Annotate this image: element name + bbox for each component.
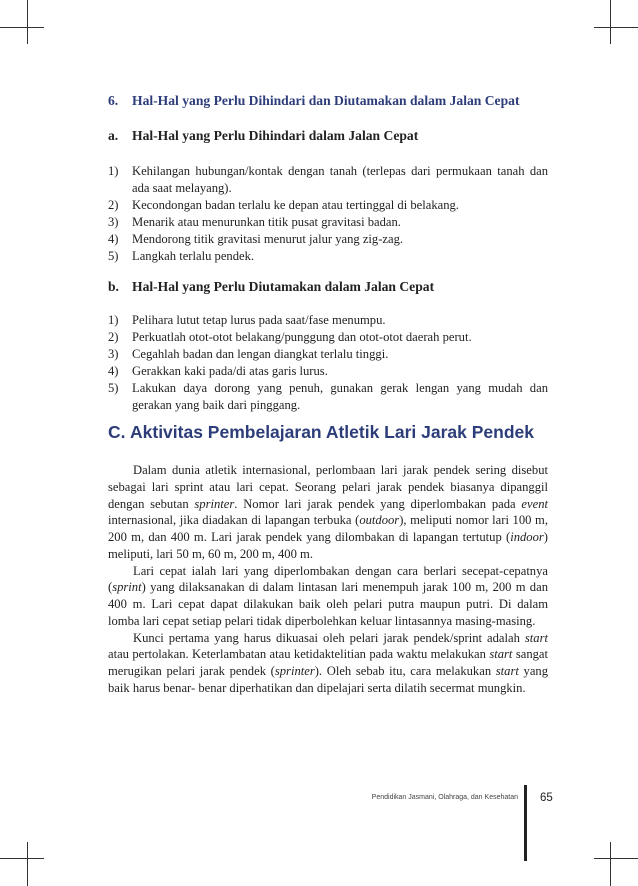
list-number: 4): [108, 364, 119, 378]
list-number: 1): [108, 313, 119, 327]
heading-number: 6.: [108, 93, 119, 108]
crop-mark: [0, 858, 44, 859]
list-text: Kecondongan badan terlalu ke depan atau tertinggal di belakang.: [132, 198, 459, 212]
list-item: [108, 363, 548, 380]
priority-list: [108, 312, 548, 414]
list-text: Mendorong titik gravitasi menurut jalur yang zig-zag.: [132, 232, 404, 246]
subsection-a-heading: [108, 128, 418, 144]
subsection-a-label: a.: [108, 128, 119, 143]
section-c-heading: [108, 422, 534, 443]
crop-mark: [594, 858, 638, 859]
crop-mark: [610, 0, 611, 44]
list-item: [108, 346, 548, 363]
page-number: 65: [540, 792, 553, 804]
section-heading: [108, 93, 548, 109]
list-number: 5): [108, 381, 119, 395]
list-item: [108, 231, 548, 248]
heading-title: Hal-Hal yang Perlu Dihindari dan Diutamakan dalam Jalan Cepat: [132, 93, 520, 108]
list-item: [108, 329, 548, 346]
page-number-divider: [524, 785, 527, 861]
body-text: [108, 462, 548, 697]
crop-mark: [594, 27, 638, 28]
list-text: Lakukan daya dorong yang penuh, gunakan gerak lengan yang mudah dan gerakan yang baik dari pinggang.: [132, 381, 548, 412]
subsection-b-label: b.: [108, 279, 119, 294]
list-item: [108, 248, 548, 265]
crop-mark: [0, 27, 44, 28]
list-text: Gerakkan kaki pada/di atas garis lurus.: [132, 364, 328, 378]
subsection-b-title: Hal-Hal yang Perlu Diutamakan dalam Jalan Cepat: [132, 279, 435, 294]
list-number: 3): [108, 215, 119, 229]
list-item: [108, 312, 548, 329]
list-text: Menarik atau menurunkan titik pusat gravitasi badan.: [132, 215, 401, 229]
paragraph: Kunci pertama yang harus dikuasai oleh pelari jarak pendek/sprint adalah start atau pertolakan. Keterlambatan atau ketidaktelitian pada waktu melakukan start sangat merugikan pelari jarak pendek (sprinter). Oleh sebab itu, cara melakukan start yang baik harus benar- benar diperhatikan dan dipelajari serta dilatih secermat mungkin.: [108, 630, 548, 695]
list-item: [108, 214, 548, 231]
paragraph: Lari cepat ialah lari yang diperlombakan dengan cara berlari secepat-cepatnya (sprint) yang dilaksanakan di dalam lintasan lari menempuh jarak 100 m, 200 m dan 400 m. Lari cepat dapat dilakukan baik oleh pelari putra maupun putri. Di dalam lomba lari cepat setiap pelari tidak diperbolehkan keluar lintasannya masing-masing.: [108, 563, 548, 628]
subsection-a-title: Hal-Hal yang Perlu Dihindari dalam Jalan Cepat: [132, 128, 419, 143]
list-number: 2): [108, 330, 119, 344]
list-number: 4): [108, 232, 119, 246]
section-c-title: Aktivitas Pembelajaran Atletik Lari Jarak Pendek: [130, 422, 534, 442]
list-item: [108, 380, 548, 414]
crop-mark: [27, 0, 28, 44]
list-text: Langkah terlalu pendek.: [132, 249, 255, 263]
subsection-b-heading: [108, 279, 434, 295]
crop-mark: [27, 842, 28, 886]
paragraph: Dalam dunia atletik internasional, perlombaan lari jarak pendek sering disebut sebagai lari sprint atau lari cepat. Seorang pelari jarak pendek biasanya dipanggil dengan sebutan sprinter. Nomor lari jarak pendek yang diperlombakan pada event internasional, jika diadakan di lapangan terbuka (outdoor), meliputi nomor lari 100 m, 200 m, dan 400 m. Lari jarak pendek yang dilombakan di lapangan tertutup (indoor) meliputi, lari 50 m, 60 m, 200 m, 400 m.: [108, 463, 548, 561]
list-number: 2): [108, 198, 119, 212]
crop-mark: [610, 842, 611, 886]
section-c-label: C.: [108, 422, 126, 442]
list-number: 1): [108, 164, 119, 178]
list-number: 3): [108, 347, 119, 361]
list-text: Pelihara lutut tetap lurus pada saat/fase menumpu.: [132, 313, 386, 327]
footer-book-title: Pendidikan Jasmani, Olahraga, dan Kesehatan: [371, 794, 518, 801]
list-text: Cegahlah badan dan lengan diangkat terlalu tinggi.: [132, 347, 389, 361]
avoid-list: [108, 163, 548, 265]
list-item: [108, 163, 548, 197]
list-text: Kehilangan hubungan/kontak dengan tanah (terlepas dari permukaan tanah dan ada saat melayang).: [132, 164, 548, 195]
list-number: 5): [108, 249, 119, 263]
list-item: [108, 197, 548, 214]
list-text: Perkuatlah otot-otot belakang/punggung dan otot-otot daerah perut.: [132, 330, 472, 344]
